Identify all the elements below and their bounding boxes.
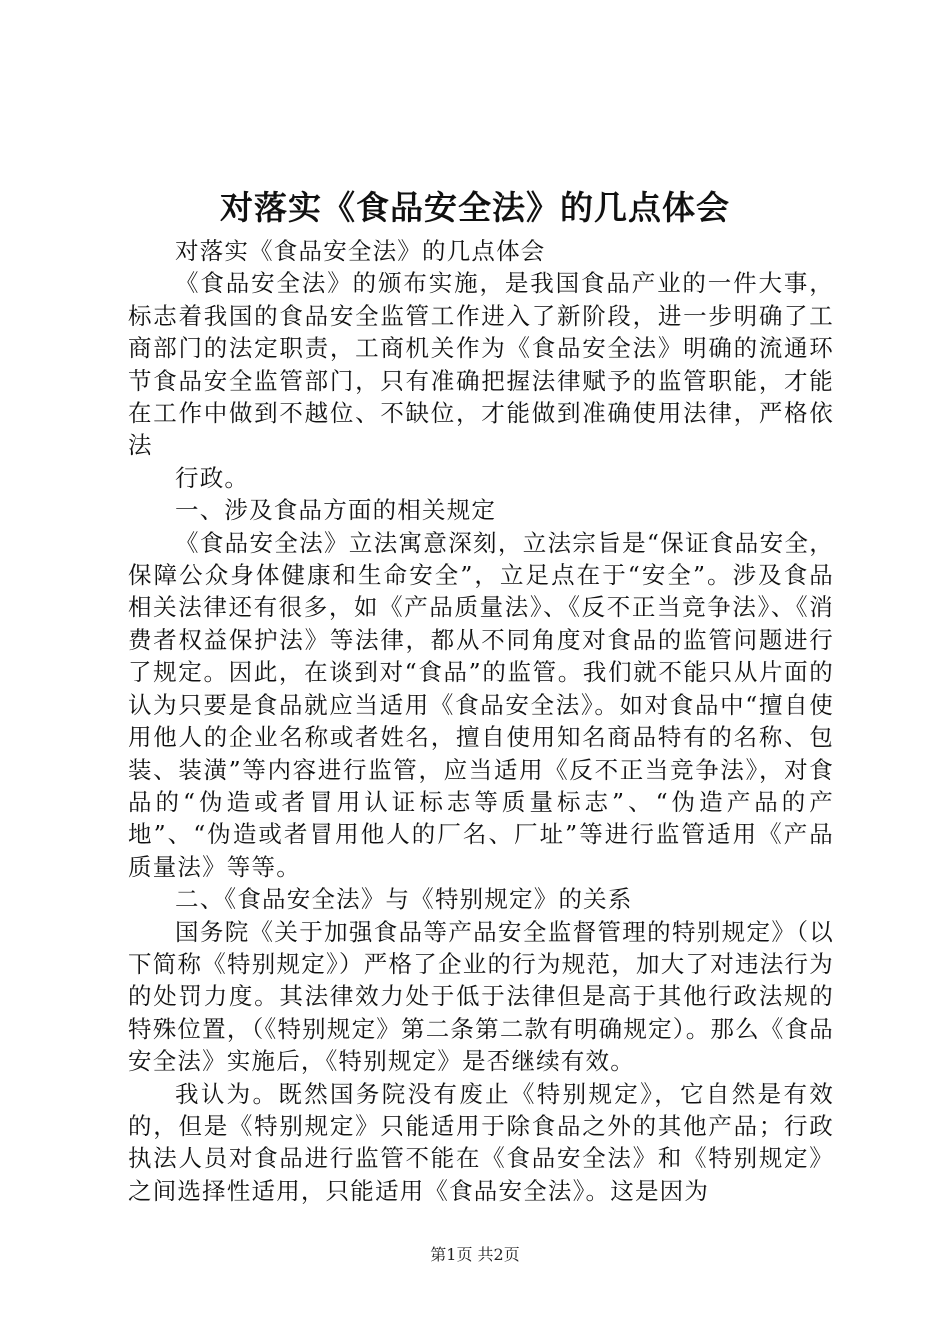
section-heading-2: 二、《食品安全法》与《特别规定》的关系 <box>175 885 633 914</box>
paragraph-section-1: 《食品安全法》立法寓意深刻，立法宗旨是“保证食品安全，保障公众身体健康和生命安全”，立足点在于“安全”。涉及食品相关法律还有很多，如《产品质量法》、《反不正当竞争法》、《消费者权益保护法》等法律，都从不同角度对食品的监管问题进行了规定。因此，在谈到对“食品”的监管。我们就不能只从片面的认为只要是食品就应当适用《食品安全法》。如对食品中“擅自使用他人的企业名称或者姓名，擅自使用知名商品特有的名称、包装、装潢”等内容进行监管，应当适用《反不正当竞争法》，对食品的“伪造或者冒用认证标志等质量标志”、“伪造产品的产地”、“伪造或者冒用他人的厂名、厂址”等进行监管适用《产品质量法》等等。 <box>128 528 834 881</box>
page-number-footer: 第1页 共2页 <box>430 1245 520 1264</box>
paragraph-intro: 《食品安全法》的颁布实施，是我国食品产业的一件大事，标志着我国的食品安全监管工作进入了新阶段，进一步明确了工商部门的法定职责，工商机关作为《食品安全法》明确的流通环节食品安全监管部门，只有准确把握法律赋予的监管职能，才能在工作中做到不越位、不缺位，才能做到准确使用法律，严格依法 <box>128 269 834 460</box>
paragraph-intro-end: 行政。 <box>175 463 250 492</box>
paragraph-subtitle: 对落实《食品安全法》的几点体会 <box>175 237 546 265</box>
section-heading-1: 一、涉及食品方面的相关规定 <box>175 496 497 525</box>
document-body <box>128 235 834 1207</box>
document-title: 对落实《食品安全法》的几点体会 <box>220 188 730 227</box>
paragraph-section-2: 国务院《关于加强食品等产品安全监督管理的特别规定》（以下简称《特别规定》）严格了企业的行为规范，加大了对违法行为的处罚力度。其法律效力处于低于法律但是高于其他行政法规的特殊位置，（《特别规定》第二条第二款有明确规定）。那么《食品安全法》实施后，《特别规定》是否继续有效。 <box>128 917 834 1076</box>
paragraph-opinion: 我认为。既然国务院没有废止《特别规定》，它自然是有效的，但是《特别规定》只能适用于除食品之外的其他产品；行政执法人员对食品进行监管不能在《食品安全法》和《特别规定》之间选择性适用，只能适用《食品安全法》。这是因为 <box>128 1079 834 1205</box>
